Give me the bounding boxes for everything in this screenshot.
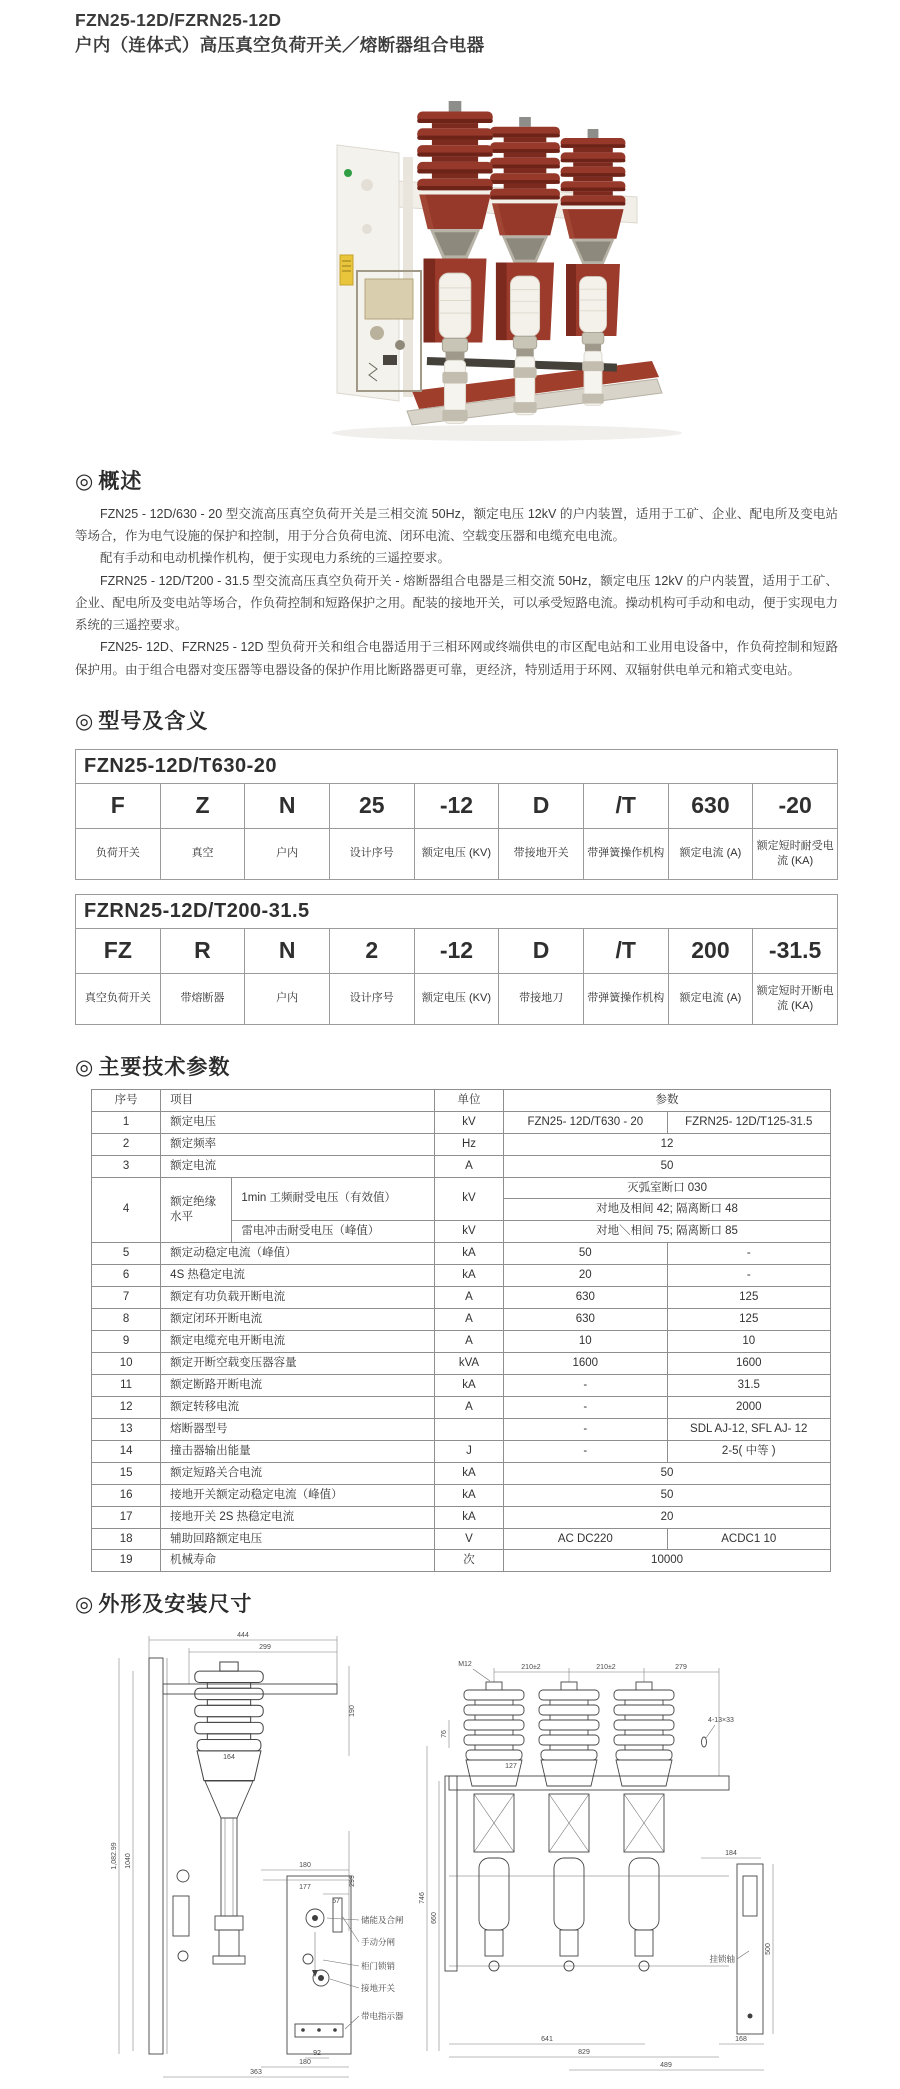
param-no: 5 — [92, 1243, 161, 1265]
param-no: 4 — [92, 1177, 161, 1243]
param-unit: kA — [434, 1462, 503, 1484]
param-unit: kV — [434, 1221, 503, 1243]
param-unit: Hz — [434, 1133, 503, 1155]
code-cell: 2 — [329, 928, 414, 973]
meaning-cell: 带熔断器 — [160, 973, 245, 1024]
param-unit: J — [434, 1440, 503, 1462]
param-value: 31.5 — [667, 1374, 830, 1396]
title-subtitle: 户内（连体式）高压真空负荷开关／熔断器组合电器 — [75, 35, 485, 56]
model-table-fzrn25 — [75, 894, 838, 1025]
param-value: 12 — [504, 1133, 831, 1155]
param-item: 额定转移电流 — [161, 1396, 435, 1418]
outline-drawing — [109, 1626, 799, 2084]
overview-paragraph-1: FZN25 - 12D/630 - 20 型交流高压真空负荷开关是三相交流 50Hz，额定电压 12kV 的户内装置，适用于工矿、企业、配电所及变电站等场合，作为电气设施的保护和控制，用于分合负荷电流、闭环电流、空载变压器和电缆充电电流。 — [75, 506, 838, 543]
meaning-cell: 额定电流 (A) — [668, 973, 753, 1024]
param-row — [92, 1528, 831, 1550]
param-item: 撞击器输出能量 — [161, 1440, 435, 1462]
meaning-cell: 户内 — [245, 973, 330, 1024]
meaning-cell: 设计序号 — [329, 828, 414, 879]
param-row — [92, 1396, 831, 1418]
dim-label: 641 — [541, 2036, 553, 2044]
params-table — [91, 1089, 831, 1573]
param-row — [92, 1484, 831, 1506]
dim-label: 177 — [299, 1884, 311, 1892]
code-cell: 200 — [668, 928, 753, 973]
param-row — [92, 1177, 831, 1199]
param-item: 辅助回路额定电压 — [161, 1528, 435, 1550]
dim-label: 299 — [259, 1644, 271, 1652]
code-cell: -20 — [753, 783, 838, 828]
param-value: 10 — [504, 1331, 667, 1353]
param-item: 额定电流 — [161, 1155, 435, 1177]
param-no: 3 — [92, 1155, 161, 1177]
param-row — [92, 1462, 831, 1484]
param-item: 4S 热稳定电流 — [161, 1265, 435, 1287]
param-value: FZN25- 12D/T630 - 20 — [504, 1111, 667, 1133]
meaning-cell: 额定电压 (KV) — [414, 973, 499, 1024]
param-subitem: 雷电冲击耐受电压（峰值） — [232, 1221, 435, 1243]
code-cell: F — [76, 783, 161, 828]
dim-label: 4-13×33 — [708, 1717, 734, 1725]
param-row — [92, 1353, 831, 1375]
param-unit — [434, 1418, 503, 1440]
param-item: 额定有功负载开断电流 — [161, 1287, 435, 1309]
dim-label: 1,082.99 — [111, 1842, 118, 1870]
dim-label: 168 — [735, 2036, 747, 2044]
meaning-cell: 额定电压 (KV) — [414, 828, 499, 879]
param-item: 额定频率 — [161, 1133, 435, 1155]
front-view — [419, 1661, 773, 2070]
dim-label: 127 — [505, 1763, 517, 1771]
dim-label: 746 — [419, 1892, 426, 1905]
param-value: SDL AJ-12, SFL AJ- 12 — [667, 1418, 830, 1440]
param-unit: A — [434, 1396, 503, 1418]
meaning-cell: 带弹簧操作机构 — [583, 973, 668, 1024]
param-value: 50 — [504, 1155, 831, 1177]
param-unit: kA — [434, 1506, 503, 1528]
dim-label: 660 — [431, 1912, 438, 1925]
code-cell: FZ — [76, 928, 161, 973]
param-value: 1600 — [504, 1353, 667, 1375]
meaning-cell: 设计序号 — [329, 973, 414, 1024]
code-cell: -12 — [414, 783, 499, 828]
param-value: 2-5( 中等 ) — [667, 1440, 830, 1462]
param-row — [92, 1440, 831, 1462]
param-unit: 次 — [434, 1550, 503, 1572]
param-no: 16 — [92, 1484, 161, 1506]
param-row — [92, 1331, 831, 1353]
code-cell: -31.5 — [753, 928, 838, 973]
dim-label: 489 — [660, 2062, 672, 2070]
param-unit: kA — [434, 1243, 503, 1265]
col-item: 项目 — [161, 1089, 435, 1111]
param-no: 18 — [92, 1528, 161, 1550]
code-cell: /T — [583, 928, 668, 973]
param-value: 20 — [504, 1506, 831, 1528]
annotation-label: 接地开关 — [361, 1983, 396, 1994]
param-value: 1600 — [667, 1353, 830, 1375]
param-item: 额定短路关合电流 — [161, 1462, 435, 1484]
side-view — [111, 1632, 404, 2077]
meaning-cell: 带接地刀 — [499, 973, 584, 1024]
param-value: 630 — [504, 1287, 667, 1309]
dim-label: 180 — [299, 1862, 311, 1870]
param-value: - — [667, 1265, 830, 1287]
param-row — [92, 1243, 831, 1265]
section-marker-icon: ◎ — [75, 709, 95, 733]
param-no: 11 — [92, 1374, 161, 1396]
dim-label: 500 — [765, 1943, 772, 1956]
param-value: 20 — [504, 1265, 667, 1287]
overview-paragraph-2: 配有手动和电动机操作机构，便于实现电力系统的三遥控要求。 — [100, 551, 451, 566]
param-no: 19 — [92, 1550, 161, 1572]
dim-label: 1040 — [125, 1853, 132, 1870]
param-value: 125 — [667, 1309, 830, 1331]
param-unit: kV — [434, 1111, 503, 1133]
param-value: 50 — [504, 1484, 831, 1506]
meaning-cell: 带弹簧操作机构 — [583, 828, 668, 879]
col-unit: 单位 — [434, 1089, 503, 1111]
code-cell: /T — [583, 783, 668, 828]
title-model: FZN25-12D/FZRN25-12D — [75, 10, 282, 30]
meaning-cell: 真空 — [160, 828, 245, 879]
code-cell: N — [245, 928, 330, 973]
param-unit: V — [434, 1528, 503, 1550]
param-item: 额定动稳定电流（峰值） — [161, 1243, 435, 1265]
param-value: 对地＼相间 75; 隔离断口 85 — [504, 1221, 831, 1243]
param-unit: A — [434, 1287, 503, 1309]
param-value: ACDC1 10 — [667, 1528, 830, 1550]
dim-label: 210±2 — [596, 1664, 616, 1672]
dim-label: 184 — [725, 1850, 737, 1858]
dim-label: 829 — [578, 2049, 590, 2057]
param-unit: kA — [434, 1374, 503, 1396]
code-cell: 25 — [329, 783, 414, 828]
dim-label: M12 — [458, 1661, 472, 1669]
param-row — [92, 1287, 831, 1309]
dim-label: 164 — [223, 1754, 235, 1762]
param-item: 熔断器型号 — [161, 1418, 435, 1440]
param-no: 14 — [92, 1440, 161, 1462]
dim-label: 299 — [349, 1875, 356, 1888]
param-unit: A — [434, 1155, 503, 1177]
outline-drawing-area — [109, 1626, 838, 2089]
product-photo-area — [75, 61, 838, 451]
dim-label: 210±2 — [521, 1664, 541, 1672]
dim-label: 57 — [332, 1898, 340, 1906]
model-name: FZN25-12D/T630-20 — [76, 749, 838, 783]
param-value: - — [667, 1243, 830, 1265]
code-cell: D — [499, 783, 584, 828]
param-value: 125 — [667, 1287, 830, 1309]
param-no: 15 — [92, 1462, 161, 1484]
param-subitem: 1min 工频耐受电压（有效值） — [232, 1177, 435, 1221]
section-marker-icon: ◎ — [75, 1055, 95, 1079]
param-item: 接地开关额定动稳定电流（峰值） — [161, 1484, 435, 1506]
code-cell: Z — [160, 783, 245, 828]
param-value: FZRN25- 12D/T125-31.5 — [667, 1111, 830, 1133]
param-no: 6 — [92, 1265, 161, 1287]
param-value: 50 — [504, 1243, 667, 1265]
param-value: - — [504, 1396, 667, 1418]
param-item: 额定绝缘水平 — [161, 1177, 232, 1243]
param-row — [92, 1550, 831, 1572]
param-no: 10 — [92, 1353, 161, 1375]
param-no: 17 — [92, 1506, 161, 1528]
param-item: 额定开断空载变压器容量 — [161, 1353, 435, 1375]
param-no: 12 — [92, 1396, 161, 1418]
param-unit: A — [434, 1309, 503, 1331]
param-value: - — [504, 1440, 667, 1462]
annotation-label: 手动分闸 — [361, 1937, 396, 1948]
annotation-label: 储能及合闸 — [361, 1915, 404, 1926]
param-unit: kA — [434, 1265, 503, 1287]
model-heading: ◎ 型号及含义 — [75, 709, 209, 733]
param-value: 630 — [504, 1309, 667, 1331]
code-cell: -12 — [414, 928, 499, 973]
param-item: 额定电压 — [161, 1111, 435, 1133]
param-row — [92, 1265, 831, 1287]
col-no: 序号 — [92, 1089, 161, 1111]
annotation-label: 挂锁轴 — [709, 1954, 735, 1965]
param-no: 8 — [92, 1309, 161, 1331]
param-unit: kVA — [434, 1353, 503, 1375]
meaning-cell: 户内 — [245, 828, 330, 879]
param-no: 13 — [92, 1418, 161, 1440]
param-value: - — [504, 1418, 667, 1440]
code-cell: N — [245, 783, 330, 828]
meaning-cell: 额定短时开断电流 (KA) — [753, 973, 838, 1024]
param-row — [92, 1111, 831, 1133]
params-heading: ◎ 主要技术参数 — [75, 1055, 231, 1079]
param-item: 接地开关 2S 热稳定电流 — [161, 1506, 435, 1528]
param-value: 50 — [504, 1462, 831, 1484]
param-unit: A — [434, 1331, 503, 1353]
section-marker-icon: ◎ — [75, 469, 95, 493]
param-value: 对地及相间 42; 隔离断口 48 — [504, 1199, 831, 1221]
meaning-cell: 额定短时耐受电流 (KA) — [753, 828, 838, 879]
param-no: 1 — [92, 1111, 161, 1133]
dims-heading: ◎ 外形及安装尺寸 — [75, 1593, 253, 1617]
annotation-label: 柜门锁销 — [361, 1961, 396, 1972]
model-table-fzn25 — [75, 749, 838, 880]
param-row — [92, 1506, 831, 1528]
dim-label: 363 — [250, 2069, 262, 2077]
meaning-cell: 额定电流 (A) — [668, 828, 753, 879]
overview-paragraph-3: FZRN25 - 12D/T200 - 31.5 型交流高压真空负荷开关 - 熔断器组合电器是三相交流 50Hz，额定电压 12kV 的户内装置，适用于工矿、企业、配电所及变电站等场合，作负荷控制和短路保护之用。配装的接地开关，可以承受短路电流。操动机构可手动和电动，便于实现电力系统的三遥控要求。 — [75, 573, 838, 632]
overview-paragraph-4: FZN25- 12D、FZRN25 - 12D 型负荷开关和组合电器适用于三相环网或终端供电的市区配电站和工业用电设备中，作负荷控制和短路保护用。由于组合电器对变压器等电器设备的保护作用比断路器更可靠，更经济，特别适用于环网、双辐射供电单元和箱式变电站。 — [75, 640, 838, 677]
overview-heading: ◎ 概述 — [75, 469, 143, 493]
product-photo — [207, 61, 707, 449]
meaning-cell: 真空负荷开关 — [76, 973, 161, 1024]
param-value: 10 — [667, 1331, 830, 1353]
annotation-label: 带电指示器 — [361, 2011, 404, 2022]
param-value: - — [504, 1374, 667, 1396]
param-row — [92, 1309, 831, 1331]
param-no: 7 — [92, 1287, 161, 1309]
param-row — [92, 1155, 831, 1177]
param-item: 额定电缆充电开断电流 — [161, 1331, 435, 1353]
param-row — [92, 1133, 831, 1155]
section-marker-icon: ◎ — [75, 1593, 95, 1617]
dim-label: 190 — [349, 1705, 356, 1718]
param-value: 10000 — [504, 1550, 831, 1572]
param-no: 2 — [92, 1133, 161, 1155]
param-unit: kV — [434, 1177, 503, 1221]
param-item: 机械寿命 — [161, 1550, 435, 1572]
dim-label: 279 — [675, 1664, 687, 1672]
meaning-cell: 带接地开关 — [499, 828, 584, 879]
param-row — [92, 1418, 831, 1440]
dim-label: 444 — [237, 1632, 249, 1640]
param-item: 额定断路开断电流 — [161, 1374, 435, 1396]
param-value: 灭弧室断口 030 — [504, 1177, 831, 1199]
dim-label: 76 — [441, 1730, 448, 1739]
model-name: FZRN25-12D/T200-31.5 — [76, 894, 838, 928]
param-row — [92, 1374, 831, 1396]
dim-label: 180 — [299, 2059, 311, 2067]
code-cell: 630 — [668, 783, 753, 828]
param-no: 9 — [92, 1331, 161, 1353]
param-value: 2000 — [667, 1396, 830, 1418]
param-unit: kA — [434, 1484, 503, 1506]
meaning-cell: 负荷开关 — [76, 828, 161, 879]
code-cell: D — [499, 928, 584, 973]
dim-label: 92 — [313, 2050, 321, 2058]
params-header-row — [92, 1089, 831, 1111]
col-value: 参数 — [504, 1089, 831, 1111]
code-cell: R — [160, 928, 245, 973]
param-item: 额定闭环开断电流 — [161, 1309, 435, 1331]
param-value: AC DC220 — [504, 1528, 667, 1550]
page-title — [75, 0, 838, 59]
